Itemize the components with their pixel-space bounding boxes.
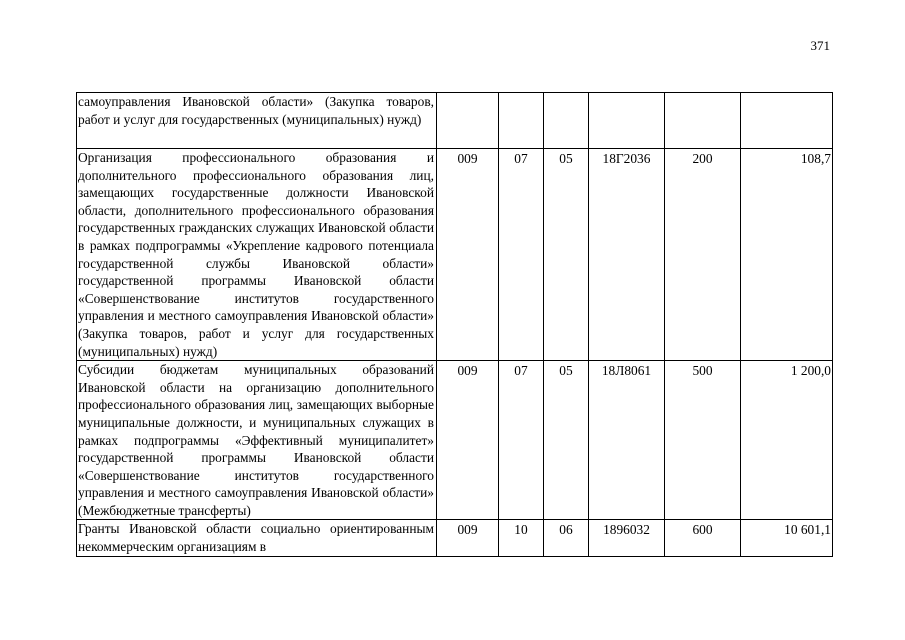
table-row (77, 520, 833, 556)
table-row (77, 149, 833, 361)
row-description: Субсидии бюджетам муниципальных образований Ивановской области на организацию дополнительного профессионального образования лиц, замещающих выборные муниципальные должности, и муниципальных служащих в рамках подпрограммы «Эффективный муниципалитет» государственной программы Ивановской области «Совершенствование институтов государственного управления и местного самоуправления Ивановской области» (Межбюджетные трансферты) (77, 361, 437, 520)
row-description: самоуправления Ивановской области» (Закупка товаров, работ и услуг для государственных (муниципальных) нужд) (77, 93, 437, 149)
target-code-cell: 18Г2036 (589, 149, 665, 361)
expense-type-cell (665, 93, 741, 149)
target-code-cell (589, 93, 665, 149)
subsection-code-cell (544, 93, 589, 149)
admin-code-cell: 009 (437, 361, 499, 520)
budget-table (76, 92, 833, 557)
table-row (77, 361, 833, 520)
section-code-cell: 10 (499, 520, 544, 556)
table-row (77, 93, 833, 149)
subsection-code-cell: 06 (544, 520, 589, 556)
section-code-cell: 07 (499, 361, 544, 520)
amount-cell: 10 601,1 (741, 520, 833, 556)
target-code-cell: 18Л8061 (589, 361, 665, 520)
section-code-cell: 07 (499, 149, 544, 361)
target-code-cell: 1896032 (589, 520, 665, 556)
row-description: Организация профессионального образования и дополнительного профессионального образования лиц, замещающих государственные должности Ивановской области, дополнительного профессионального образования государственных гражданских служащих Ивановской области в рамках подпрограммы «Укрепление кадрового потенциала государственной службы Ивановской области» государственной программы Ивановской области «Совершенствование институтов государственного управления и местного самоуправления Ивановской области» (Закупка товаров, работ и услуг для государственных (муниципальных) нужд) (77, 149, 437, 361)
expense-type-cell: 500 (665, 361, 741, 520)
amount-cell: 108,7 (741, 149, 833, 361)
expense-type-cell: 600 (665, 520, 741, 556)
subsection-code-cell: 05 (544, 149, 589, 361)
amount-cell: 1 200,0 (741, 361, 833, 520)
admin-code-cell: 009 (437, 520, 499, 556)
amount-cell (741, 93, 833, 149)
admin-code-cell: 009 (437, 149, 499, 361)
section-code-cell (499, 93, 544, 149)
expense-type-cell: 200 (665, 149, 741, 361)
page-number: 371 (810, 38, 830, 53)
subsection-code-cell: 05 (544, 361, 589, 520)
row-description: Гранты Ивановской области социально ориентированным некоммерческим организациям в (77, 520, 437, 556)
admin-code-cell (437, 93, 499, 149)
